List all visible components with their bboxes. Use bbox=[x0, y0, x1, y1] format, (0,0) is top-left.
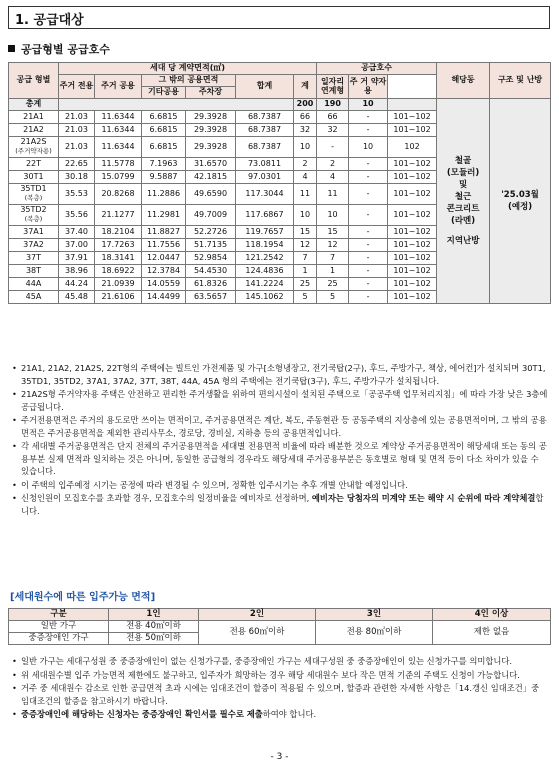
row-sum: 66 bbox=[294, 111, 317, 124]
row-common: 15.0799 bbox=[95, 171, 142, 184]
row-lease: 66 bbox=[317, 111, 349, 124]
header-area-group: 세대 당 계약면적(㎡) bbox=[59, 63, 317, 75]
structure-line: 철근 bbox=[454, 192, 472, 203]
row-housing: - bbox=[349, 124, 388, 137]
row-other: 6.6815 bbox=[142, 111, 186, 124]
note-text: 일반 가구는 세대구성원 중 중증장애인이 없는 신청가구를, 중증장애인 가구는 세대구성원 중 중증장애인이 있는 신청가구를 의미합니다. bbox=[21, 656, 513, 666]
row-common: 11.6344 bbox=[95, 137, 142, 158]
row-lease: 5 bbox=[317, 291, 349, 304]
row-other: 12.3784 bbox=[142, 265, 186, 278]
note-text: 각 세대별 주거공용면적은 단지 전체의 주거공용면적을 세대별 전용면적 비율에 따라 배분한 것으로 계약상 주거공용면적이 해당세대 또는 동의 공용부분 실제 면적과 일치하는 것은 아니며, 동일한 공급형의 경우라도 해당세대 주거공용부분은 동호별로 형태 및 면적 등이 다소 차이가 있을 수 있습니다. bbox=[21, 441, 547, 476]
row-sum: 32 bbox=[294, 124, 317, 137]
row-sum: 4 bbox=[294, 171, 317, 184]
total-dong-empty bbox=[388, 99, 437, 111]
row-lease: 25 bbox=[317, 278, 349, 291]
header-other-common: 기타공용 bbox=[142, 87, 186, 99]
section-title: 1. 공급대상 bbox=[15, 13, 84, 28]
row-total: 141.2224 bbox=[236, 278, 294, 291]
row-private: 44.24 bbox=[59, 278, 95, 291]
row-other: 11.7556 bbox=[142, 239, 186, 252]
row-private: 37.91 bbox=[59, 252, 95, 265]
row-lease: 4 bbox=[317, 171, 349, 184]
note-item bbox=[10, 655, 548, 668]
row-private: 37.00 bbox=[59, 239, 95, 252]
row-total: 97.0301 bbox=[236, 171, 294, 184]
row-lease: 2 bbox=[317, 158, 349, 171]
row-total: 68.7387 bbox=[236, 124, 294, 137]
page-number: - 3 - bbox=[270, 752, 289, 762]
schedule-line: '25.03월 bbox=[501, 190, 539, 201]
note-text: 21A2S형 주거약자용 주택은 안전하고 편리한 주거생활을 위하여 편의시설이 설치된 주택으로「공공주택 업무처리지침」에 따라 가장 낮은 3층에 공급됩니다. bbox=[21, 389, 548, 412]
area-header-1: 1인 bbox=[109, 609, 199, 621]
area-header-3: 3인 bbox=[316, 609, 433, 621]
row-type bbox=[9, 124, 59, 137]
row-parking: 52.9854 bbox=[186, 252, 236, 265]
row-common: 21.0939 bbox=[95, 278, 142, 291]
structure-line: 콘크리트 bbox=[446, 204, 480, 215]
row-dong: 101~102 bbox=[388, 265, 437, 278]
row-common: 18.2104 bbox=[95, 226, 142, 239]
row-type-text: 35TD1 bbox=[20, 184, 47, 194]
row-other: 9.5887 bbox=[142, 171, 186, 184]
row-common: 21.6106 bbox=[95, 291, 142, 304]
row-parking: 51.7135 bbox=[186, 239, 236, 252]
header-private: 주거 전용 bbox=[59, 75, 95, 99]
row-sum: 5 bbox=[294, 291, 317, 304]
structure-line: (라멘) bbox=[450, 216, 476, 227]
note-text: 21A1, 21A2, 21A2S, 22T형의 주택에는 빌트인 가전제품 및 가구[소형냉장고, 전기쿡탑(2구), 후드, 주방가구, 책상, 에어컨]가 설치되며 30T1, 35TD1, 35TD2, 37A1, 37A2, 37T, 38T, 44A, 45A 형의 주택에는 전기쿡탑(3구), 후드, 주방가구가 설치됩니다. bbox=[21, 363, 546, 386]
row-dong: 101~102 bbox=[388, 124, 437, 137]
row-lease: 1 bbox=[317, 265, 349, 278]
row-sum: 1 bbox=[294, 265, 317, 278]
total-housing: 10 bbox=[349, 99, 388, 111]
row-common: 18.6922 bbox=[95, 265, 142, 278]
notes2-list bbox=[10, 655, 548, 722]
row-housing: - bbox=[349, 111, 388, 124]
row-total: 117.6867 bbox=[236, 205, 294, 226]
row-type-text: 22T bbox=[25, 158, 42, 168]
total-sum: 200 bbox=[294, 99, 317, 111]
header-lease: 일자리 연계형 bbox=[317, 75, 349, 99]
area-header-4: 4인 이상 bbox=[433, 609, 551, 621]
row-common: 11.6344 bbox=[95, 111, 142, 124]
row-type bbox=[9, 265, 59, 278]
row-private: 30.18 bbox=[59, 171, 95, 184]
row-type bbox=[9, 158, 59, 171]
row-sum: 11 bbox=[294, 184, 317, 205]
row-type bbox=[9, 184, 59, 205]
subsection-title-text: 공급형별 공급호수 bbox=[21, 43, 110, 56]
header-total: 합계 bbox=[236, 75, 294, 99]
row-private: 21.03 bbox=[59, 137, 95, 158]
row-housing: - bbox=[349, 171, 388, 184]
header-type: 공급 형별 bbox=[9, 63, 59, 99]
note-text: 예비자는 당첨자의 미계약 또는 해약 시 순위에 따라 계약체결 bbox=[311, 493, 536, 503]
header-housing: 주 거 약자용 bbox=[349, 75, 388, 99]
row-type bbox=[9, 226, 59, 239]
subsection-title bbox=[8, 41, 110, 57]
row-dong: 101~102 bbox=[388, 171, 437, 184]
note-item bbox=[10, 682, 548, 707]
header-sum: 계 bbox=[294, 75, 317, 99]
row-total: 73.0811 bbox=[236, 158, 294, 171]
row-parking: 29.3928 bbox=[186, 124, 236, 137]
note-item bbox=[10, 440, 548, 478]
row-sum: 25 bbox=[294, 278, 317, 291]
row-total: 118.1954 bbox=[236, 239, 294, 252]
row-private: 21.03 bbox=[59, 111, 95, 124]
supply-table bbox=[8, 62, 551, 304]
row-housing: - bbox=[349, 265, 388, 278]
area-col4: 제한 없음 bbox=[433, 621, 551, 645]
row-parking: 29.3928 bbox=[186, 137, 236, 158]
row-parking: 31.6570 bbox=[186, 158, 236, 171]
row-lease: 11 bbox=[317, 184, 349, 205]
row-parking: 52.2726 bbox=[186, 226, 236, 239]
row-type-text: 21A1 bbox=[23, 111, 44, 121]
row-housing: - bbox=[349, 158, 388, 171]
row-type-sub: (복층) bbox=[24, 194, 43, 203]
row-private: 35.56 bbox=[59, 205, 95, 226]
header-structure: 구조 및 난방 bbox=[490, 63, 551, 99]
note-text: 위 세대원수별 입주 가능면적 제한에도 불구하고, 입주자가 희망하는 경우 해당 세대원수 보다 작은 면적 기준의 주택도 신청이 가능합니다. bbox=[21, 669, 520, 680]
note-item bbox=[10, 414, 548, 439]
row-housing: - bbox=[349, 291, 388, 304]
total-label: 총계 bbox=[9, 99, 59, 111]
row-lease: 12 bbox=[317, 239, 349, 252]
row-other: 14.0559 bbox=[142, 278, 186, 291]
row-parking: 63.5657 bbox=[186, 291, 236, 304]
row-other: 6.6815 bbox=[142, 137, 186, 158]
row-dong: 101~102 bbox=[388, 205, 437, 226]
header-parking: 주차장 bbox=[186, 87, 236, 99]
section-title-box bbox=[8, 6, 550, 29]
row-total: 119.7657 bbox=[236, 226, 294, 239]
header-common: 주거 공용 bbox=[95, 75, 142, 99]
row-type-text: 45A bbox=[25, 291, 42, 301]
structure-line: (모듈러) bbox=[446, 168, 480, 179]
row-type-text: 30T1 bbox=[23, 171, 44, 181]
note-item bbox=[10, 669, 548, 682]
row-type-text: 38T bbox=[25, 265, 42, 275]
note-item bbox=[10, 492, 548, 517]
row-lease: 32 bbox=[317, 124, 349, 137]
row-common: 17.7263 bbox=[95, 239, 142, 252]
row-private: 22.65 bbox=[59, 158, 95, 171]
row-other: 14.4499 bbox=[142, 291, 186, 304]
note-item bbox=[10, 362, 548, 387]
row-total: 124.4836 bbox=[236, 265, 294, 278]
row-common: 20.8268 bbox=[95, 184, 142, 205]
row-sum: 15 bbox=[294, 226, 317, 239]
schedule-line: (예정) bbox=[507, 202, 533, 213]
row-lease: 7 bbox=[317, 252, 349, 265]
row-type bbox=[9, 252, 59, 265]
row-total: 145.1062 bbox=[236, 291, 294, 304]
row-private: 21.03 bbox=[59, 124, 95, 137]
row-type-text: 21A2S bbox=[20, 137, 47, 147]
area-row1-val: 전용 40㎡이하 bbox=[109, 621, 199, 633]
row-type-text: 37T bbox=[25, 252, 42, 262]
row-dong: 101~102 bbox=[388, 111, 437, 124]
note-item bbox=[10, 388, 548, 413]
row-common: 21.1277 bbox=[95, 205, 142, 226]
row-other: 12.0447 bbox=[142, 252, 186, 265]
row-type bbox=[9, 278, 59, 291]
structure-line: 철골 bbox=[454, 156, 472, 167]
row-sum: 2 bbox=[294, 158, 317, 171]
row-type-text: 37A2 bbox=[23, 239, 44, 249]
note-text: 합니다. bbox=[21, 493, 544, 516]
row-other: 7.1963 bbox=[142, 158, 186, 171]
row-dong: 101~102 bbox=[388, 252, 437, 265]
area-col2: 전용 60㎡이하 bbox=[199, 621, 316, 645]
row-housing: - bbox=[349, 205, 388, 226]
row-parking: 49.7009 bbox=[186, 205, 236, 226]
total-empty bbox=[59, 99, 294, 111]
row-type-sub: (주거약자용) bbox=[15, 147, 52, 156]
area-table bbox=[8, 608, 551, 645]
row-type bbox=[9, 111, 59, 124]
row-lease: 10 bbox=[317, 205, 349, 226]
row-type-text: 44A bbox=[25, 278, 42, 288]
note-text: 주거전용면적은 주거의 용도로만 쓰이는 면적이고, 주거공용면적은 계단, 복도, 주동현관 등 공동주택의 지상층에 있는 공용면적이며, 그 밖의 공용면적은 주거공용면적을 제외한 관리사무소, 경로당, 경비실, 지하층 등의 공용면적입니다. bbox=[21, 415, 547, 438]
schedule-cell bbox=[490, 99, 551, 304]
row-dong: 101~102 bbox=[388, 158, 437, 171]
structure-line: 지역난방 bbox=[446, 236, 480, 247]
row-type bbox=[9, 171, 59, 184]
row-housing: - bbox=[349, 252, 388, 265]
row-lease: 15 bbox=[317, 226, 349, 239]
row-private: 37.40 bbox=[59, 226, 95, 239]
area-col3: 전용 80㎡이하 bbox=[316, 621, 433, 645]
row-housing: - bbox=[349, 278, 388, 291]
row-housing: - bbox=[349, 226, 388, 239]
row-total: 68.7387 bbox=[236, 111, 294, 124]
row-private: 38.96 bbox=[59, 265, 95, 278]
section2-title: [세대원수에 따른 입주가능 면적] bbox=[10, 592, 156, 603]
area-row1-label: 일반 가구 bbox=[9, 621, 109, 633]
row-housing: 10 bbox=[349, 137, 388, 158]
notes-list bbox=[10, 362, 548, 518]
row-other: 11.8827 bbox=[142, 226, 186, 239]
area-header-category: 구분 bbox=[9, 609, 109, 621]
row-parking: 54.4530 bbox=[186, 265, 236, 278]
row-type-sub: (복층) bbox=[24, 215, 43, 224]
row-common: 11.5778 bbox=[95, 158, 142, 171]
row-parking: 61.8326 bbox=[186, 278, 236, 291]
row-private: 35.53 bbox=[59, 184, 95, 205]
row-housing: - bbox=[349, 239, 388, 252]
row-other: 11.2886 bbox=[142, 184, 186, 205]
note-text: 이 주택의 입주예정 시기는 공정에 따라 변경될 수 있으며, 정확한 입주시기는 추후 개별 안내할 예정입니다. bbox=[21, 479, 408, 490]
row-type-text: 21A2 bbox=[23, 124, 44, 134]
row-type bbox=[9, 137, 59, 158]
row-parking: 49.6590 bbox=[186, 184, 236, 205]
area-row2-val: 전용 50㎡이하 bbox=[109, 633, 199, 645]
row-housing: - bbox=[349, 184, 388, 205]
row-dong: 101~102 bbox=[388, 239, 437, 252]
row-common: 18.3141 bbox=[95, 252, 142, 265]
header-other-group: 그 밖의 공용면적 bbox=[142, 75, 236, 87]
total-lease: 190 bbox=[317, 99, 349, 111]
row-type-text: 35TD2 bbox=[20, 205, 47, 215]
row-private: 45.48 bbox=[59, 291, 95, 304]
header-units-group: 공급호수 bbox=[317, 63, 437, 75]
row-parking: 42.1815 bbox=[186, 171, 236, 184]
row-total: 68.7387 bbox=[236, 137, 294, 158]
note-text: 거주 중 세대원수 감소로 인한 공급면적 초과 시에는 임대조건이 할증이 적용될 수 있으며, 할증과 관련한 자세한 사항은「14.갱신 임대조건」중 임대조건의 할증을 참고하시기 바랍니다. bbox=[21, 683, 540, 706]
row-lease: - bbox=[317, 137, 349, 158]
structure-cell bbox=[437, 99, 490, 304]
note-text: 신청인원이 모집호수를 초과할 경우, 모집호수의 일정비율을 예비자로 선정하며, bbox=[21, 493, 312, 503]
note-text: 중증장애인에 해당하는 신청자는 중증장애인 확인서를 필수로 제출 bbox=[21, 709, 263, 719]
row-total: 117.3044 bbox=[236, 184, 294, 205]
row-sum: 10 bbox=[294, 137, 317, 158]
row-type bbox=[9, 205, 59, 226]
area-header-2: 2인 bbox=[199, 609, 316, 621]
row-sum: 10 bbox=[294, 205, 317, 226]
square-bullet-icon bbox=[8, 45, 15, 52]
row-other: 6.6815 bbox=[142, 124, 186, 137]
row-parking: 29.3928 bbox=[186, 111, 236, 124]
note-item bbox=[10, 708, 548, 721]
row-dong: 102 bbox=[388, 137, 437, 158]
row-dong: 101~102 bbox=[388, 278, 437, 291]
note-item bbox=[10, 479, 548, 492]
note-text: 하여야 합니다. bbox=[262, 709, 317, 719]
row-dong: 101~102 bbox=[388, 226, 437, 239]
row-common: 11.6344 bbox=[95, 124, 142, 137]
header-dong: 해당동 bbox=[437, 63, 490, 99]
row-dong: 101~102 bbox=[388, 184, 437, 205]
row-type bbox=[9, 239, 59, 252]
row-sum: 7 bbox=[294, 252, 317, 265]
row-total: 121.2542 bbox=[236, 252, 294, 265]
area-row2-label: 중증장애인 가구 bbox=[9, 633, 109, 645]
row-type-text: 37A1 bbox=[23, 226, 44, 236]
row-other: 11.2981 bbox=[142, 205, 186, 226]
total-row bbox=[9, 99, 551, 111]
row-sum: 12 bbox=[294, 239, 317, 252]
row-type bbox=[9, 291, 59, 304]
row-dong: 101~102 bbox=[388, 291, 437, 304]
structure-line: 및 bbox=[458, 180, 468, 191]
